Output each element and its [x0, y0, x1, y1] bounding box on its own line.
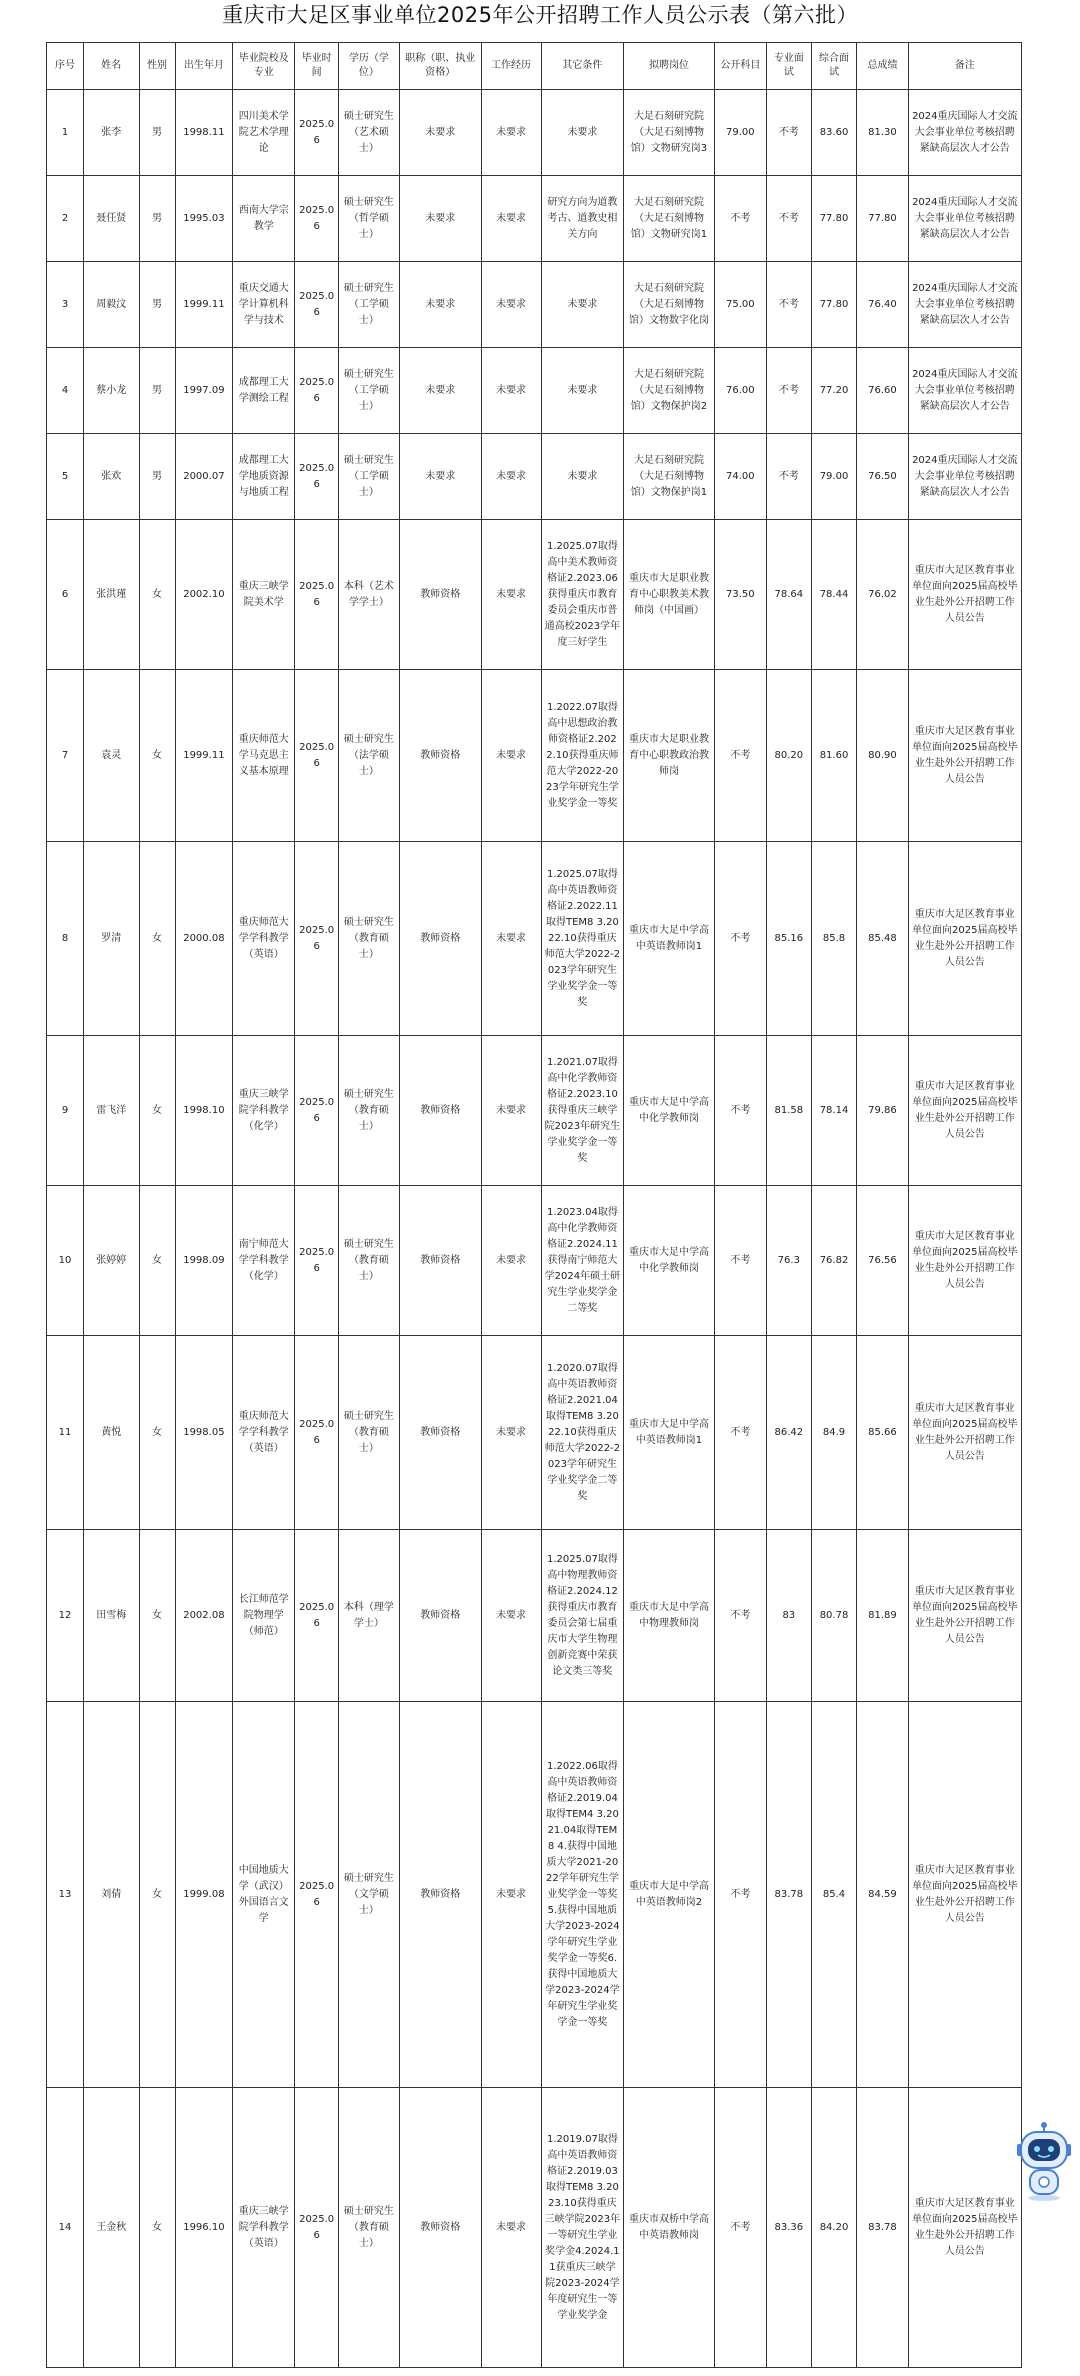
cell-pro: 85.16 — [766, 842, 811, 1036]
cell-exp: 未要求 — [481, 176, 541, 262]
col-header-degree: 学历（学位） — [338, 43, 399, 90]
cell-exp: 未要求 — [481, 1186, 541, 1336]
cell-no: 2 — [47, 176, 84, 262]
cell-title: 未要求 — [399, 348, 481, 434]
page-title: 重庆市大足区事业单位2025年公开招聘工作人员公示表（第六批） — [222, 3, 858, 27]
assistant-robot-icon[interactable] — [1016, 2122, 1072, 2202]
cell-title: 未要求 — [399, 262, 481, 348]
cell-title: 教师资格 — [399, 1530, 481, 1702]
cell-total: 76.02 — [857, 520, 908, 670]
cell-exp: 未要求 — [481, 2088, 541, 2368]
table-row — [47, 90, 1022, 176]
cell-no: 13 — [47, 1702, 84, 2088]
cell-degree: 硕士研究生（艺术硕士） — [338, 90, 399, 176]
table-row — [47, 434, 1022, 520]
cell-gender: 女 — [139, 1186, 175, 1336]
cell-total: 81.89 — [857, 1530, 908, 1702]
cell-note: 重庆市大足区教育事业单位面向2025届高校毕业生赴外公开招聘工作人员公告 — [908, 1036, 1021, 1186]
cell-name: 王金秋 — [84, 2088, 140, 2368]
cell-degree: 硕士研究生（工学硕士） — [338, 262, 399, 348]
cell-degree: 硕士研究生（哲学硕士） — [338, 176, 399, 262]
cell-exp: 未要求 — [481, 348, 541, 434]
cell-title: 未要求 — [399, 434, 481, 520]
cell-no: 11 — [47, 1336, 84, 1530]
cell-total: 85.66 — [857, 1336, 908, 1530]
cell-comp: 78.14 — [811, 1036, 857, 1186]
col-header-comp: 综合面试 — [811, 43, 857, 90]
cell-school: 重庆师范大学学科教学（英语） — [233, 1336, 295, 1530]
cell-school: 中国地质大学（武汉）外国语言文学 — [233, 1702, 295, 2088]
recruitment-table — [46, 42, 1022, 2368]
cell-school: 南宁师范大学学科教学（化学） — [233, 1186, 295, 1336]
cell-comp: 76.82 — [811, 1186, 857, 1336]
cell-title: 教师资格 — [399, 670, 481, 842]
cell-title: 教师资格 — [399, 1036, 481, 1186]
cell-comp: 85.8 — [811, 842, 857, 1036]
cell-name: 张李 — [84, 90, 140, 176]
cell-total: 84.59 — [857, 1702, 908, 2088]
col-header-title: 职称（职、执业资格） — [399, 43, 481, 90]
cell-name: 田雪梅 — [84, 1530, 140, 1702]
table-row — [47, 2088, 1022, 2368]
cell-no: 10 — [47, 1186, 84, 1336]
cell-birth: 1996.10 — [175, 2088, 233, 2368]
table-row — [47, 520, 1022, 670]
cell-exp: 未要求 — [481, 1530, 541, 1702]
cell-total: 81.30 — [857, 90, 908, 176]
cell-name: 袁灵 — [84, 670, 140, 842]
table-header-row — [47, 43, 1022, 90]
cell-total: 76.56 — [857, 1186, 908, 1336]
cell-name: 聂任贤 — [84, 176, 140, 262]
cell-gender: 女 — [139, 1036, 175, 1186]
cell-grad: 2025.06 — [295, 1702, 339, 2088]
cell-name: 刘倩 — [84, 1702, 140, 2088]
cell-school: 重庆师范大学马克思主义基本原理 — [233, 670, 295, 842]
cell-pro: 78.64 — [766, 520, 811, 670]
cell-total: 77.80 — [857, 176, 908, 262]
cell-post: 大足石刻研究院（大足石刻博物馆）文物保护岗2 — [624, 348, 714, 434]
cell-comp: 84.9 — [811, 1336, 857, 1530]
cell-title: 教师资格 — [399, 2088, 481, 2368]
cell-post: 大足石刻研究院（大足石刻博物馆）文物保护岗1 — [624, 434, 714, 520]
cell-note: 重庆市大足区教育事业单位面向2025届高校毕业生赴外公开招聘工作人员公告 — [908, 1186, 1021, 1336]
col-header-school: 毕业院校及专业 — [233, 43, 295, 90]
table-row — [47, 1336, 1022, 1530]
cell-birth: 1999.08 — [175, 1702, 233, 2088]
cell-birth: 1997.09 — [175, 348, 233, 434]
cell-exp: 未要求 — [481, 670, 541, 842]
cell-school: 长江师范学院物理学（师范） — [233, 1530, 295, 1702]
cell-post: 重庆市大足中学高中化学教师岗 — [624, 1186, 714, 1336]
cell-note: 重庆市大足区教育事业单位面向2025届高校毕业生赴外公开招聘工作人员公告 — [908, 520, 1021, 670]
cell-gender: 男 — [139, 434, 175, 520]
cell-exam: 75.00 — [714, 262, 766, 348]
cell-comp: 85.4 — [811, 1702, 857, 2088]
cell-school: 重庆三峡学院美术学 — [233, 520, 295, 670]
cell-title: 未要求 — [399, 90, 481, 176]
cell-note: 2024重庆国际人才交流大会事业单位考核招聘紧缺高层次人才公告 — [908, 348, 1021, 434]
cell-comp: 84.20 — [811, 2088, 857, 2368]
cell-no: 4 — [47, 348, 84, 434]
cell-no: 7 — [47, 670, 84, 842]
cell-degree: 本科（艺术学学士） — [338, 520, 399, 670]
cell-grad: 2025.06 — [295, 670, 339, 842]
cell-note: 重庆市大足区教育事业单位面向2025届高校毕业生赴外公开招聘工作人员公告 — [908, 1336, 1021, 1530]
cell-cond: 研究方向为道教考古、道教史相关方向 — [541, 176, 624, 262]
cell-school: 重庆师范大学学科教学（英语） — [233, 842, 295, 1036]
col-header-birth: 出生年月 — [175, 43, 233, 90]
cell-title: 教师资格 — [399, 842, 481, 1036]
cell-name: 周毅汶 — [84, 262, 140, 348]
cell-title: 教师资格 — [399, 1336, 481, 1530]
col-header-exp: 工作经历 — [481, 43, 541, 90]
cell-exp: 未要求 — [481, 262, 541, 348]
cell-note: 2024重庆国际人才交流大会事业单位考核招聘紧缺高层次人才公告 — [908, 434, 1021, 520]
cell-exam: 不考 — [714, 1702, 766, 2088]
cell-birth: 1998.10 — [175, 1036, 233, 1186]
cell-cond: 1.2023.04取得高中化学教师资格证2.2024.11获得南宁师范大学2024年硕士研究生学业奖学金二等奖 — [541, 1186, 624, 1336]
cell-pro: 83.78 — [766, 1702, 811, 2088]
cell-total: 76.40 — [857, 262, 908, 348]
cell-note: 2024重庆国际人才交流大会事业单位考核招聘紧缺高层次人才公告 — [908, 262, 1021, 348]
cell-post: 重庆市大足中学高中化学教师岗 — [624, 1036, 714, 1186]
cell-pro: 86.42 — [766, 1336, 811, 1530]
col-header-exam: 公开科目 — [714, 43, 766, 90]
cell-gender: 男 — [139, 262, 175, 348]
cell-degree: 硕士研究生（法学硕士） — [338, 670, 399, 842]
cell-grad: 2025.06 — [295, 262, 339, 348]
cell-gender: 男 — [139, 348, 175, 434]
cell-name: 张婷婷 — [84, 1186, 140, 1336]
cell-grad: 2025.06 — [295, 520, 339, 670]
cell-birth: 1999.11 — [175, 262, 233, 348]
table-row — [47, 842, 1022, 1036]
cell-no: 1 — [47, 90, 84, 176]
cell-post: 大足石刻研究院（大足石刻博物馆）文物研究岗3 — [624, 90, 714, 176]
cell-gender: 女 — [139, 1702, 175, 2088]
cell-total: 80.90 — [857, 670, 908, 842]
col-header-no: 序号 — [47, 43, 84, 90]
cell-exp: 未要求 — [481, 520, 541, 670]
cell-note: 重庆市大足区教育事业单位面向2025届高校毕业生赴外公开招聘工作人员公告 — [908, 842, 1021, 1036]
cell-no: 12 — [47, 1530, 84, 1702]
cell-gender: 女 — [139, 2088, 175, 2368]
cell-exp: 未要求 — [481, 434, 541, 520]
cell-school: 四川美术学院艺术学理论 — [233, 90, 295, 176]
cell-exam: 74.00 — [714, 434, 766, 520]
cell-grad: 2025.06 — [295, 1336, 339, 1530]
cell-degree: 硕士研究生（教育硕士） — [338, 1036, 399, 1186]
col-header-pro: 专业面试 — [766, 43, 811, 90]
cell-pro: 不考 — [766, 348, 811, 434]
cell-cond: 1.2025.07取得高中美术教师资格证2.2023.06获得重庆市教育委员会重庆市普通高校2023学年度三好学生 — [541, 520, 624, 670]
cell-degree: 硕士研究生（教育硕士） — [338, 842, 399, 1036]
cell-comp: 77.20 — [811, 348, 857, 434]
col-header-grad: 毕业时间 — [295, 43, 339, 90]
cell-grad: 2025.06 — [295, 434, 339, 520]
cell-post: 重庆市大足中学高中物理教师岗 — [624, 1530, 714, 1702]
cell-pro: 不考 — [766, 176, 811, 262]
cell-exam: 不考 — [714, 842, 766, 1036]
cell-comp: 83.60 — [811, 90, 857, 176]
table-body — [47, 90, 1022, 2368]
cell-comp: 77.80 — [811, 176, 857, 262]
table-row — [47, 1186, 1022, 1336]
col-header-note: 备注 — [908, 43, 1021, 90]
cell-total: 83.78 — [857, 2088, 908, 2368]
cell-gender: 女 — [139, 1530, 175, 1702]
cell-cond: 未要求 — [541, 90, 624, 176]
cell-name: 张欢 — [84, 434, 140, 520]
cell-birth: 1995.03 — [175, 176, 233, 262]
cell-title: 教师资格 — [399, 1186, 481, 1336]
col-header-name: 姓名 — [84, 43, 140, 90]
cell-comp: 79.00 — [811, 434, 857, 520]
cell-gender: 男 — [139, 90, 175, 176]
cell-gender: 男 — [139, 176, 175, 262]
cell-pro: 不考 — [766, 434, 811, 520]
cell-name: 罗清 — [84, 842, 140, 1036]
cell-exam: 不考 — [714, 1336, 766, 1530]
cell-note: 2024重庆国际人才交流大会事业单位考核招聘紧缺高层次人才公告 — [908, 176, 1021, 262]
cell-exp: 未要求 — [481, 90, 541, 176]
cell-comp: 78.44 — [811, 520, 857, 670]
cell-grad: 2025.06 — [295, 2088, 339, 2368]
cell-title: 未要求 — [399, 176, 481, 262]
cell-exam: 不考 — [714, 1186, 766, 1336]
cell-cond: 1.2019.07取得高中英语教师资格证2.2019.03取得TEM8 3.2023.10获得重庆三峡学院2023年一等研究生学业奖学金4.2024.11获重庆三峡学院2023-2024学年度研究生一等学业奖学金 — [541, 2088, 624, 2368]
cell-exp: 未要求 — [481, 842, 541, 1036]
cell-birth: 1998.11 — [175, 90, 233, 176]
cell-pro: 83 — [766, 1530, 811, 1702]
cell-no: 3 — [47, 262, 84, 348]
cell-degree: 硕士研究生（教育硕士） — [338, 1336, 399, 1530]
cell-gender: 女 — [139, 1336, 175, 1530]
cell-pro: 不考 — [766, 262, 811, 348]
cell-cond: 1.2025.07取得高中物理教师资格证2.2024.12获得重庆市教育委员会第七届重庆市大学生物理创新竞赛中荣获论文类三等奖 — [541, 1530, 624, 1702]
col-header-cond: 其它条件 — [541, 43, 624, 90]
cell-exam: 79.00 — [714, 90, 766, 176]
cell-cond: 未要求 — [541, 262, 624, 348]
cell-post: 重庆市大足中学高中英语教师岗1 — [624, 1336, 714, 1530]
cell-grad: 2025.06 — [295, 842, 339, 1036]
cell-cond: 1.2025.07取得高中英语教师资格证2.2022.11取得TEM8 3.2022.10获得重庆师范大学2022-2023学年研究生学业奖学金一等奖 — [541, 842, 624, 1036]
table-row — [47, 348, 1022, 434]
cell-birth: 2002.10 — [175, 520, 233, 670]
cell-total: 85.48 — [857, 842, 908, 1036]
cell-pro: 76.3 — [766, 1186, 811, 1336]
cell-cond: 1.2020.07取得高中英语教师资格证2.2021.04取得TEM8 3.2022.10获得重庆师范大学2022-2023学年研究生学业奖学金二等奖 — [541, 1336, 624, 1530]
cell-grad: 2025.06 — [295, 348, 339, 434]
cell-exam: 不考 — [714, 1530, 766, 1702]
cell-no: 6 — [47, 520, 84, 670]
cell-post: 重庆市大足中学高中英语教师岗1 — [624, 842, 714, 1036]
cell-degree: 硕士研究生（教育硕士） — [338, 2088, 399, 2368]
cell-exam: 不考 — [714, 670, 766, 842]
cell-gender: 女 — [139, 670, 175, 842]
cell-note: 重庆市大足区教育事业单位面向2025届高校毕业生赴外公开招聘工作人员公告 — [908, 1530, 1021, 1702]
cell-grad: 2025.06 — [295, 1186, 339, 1336]
cell-birth: 2000.08 — [175, 842, 233, 1036]
cell-pro: 80.20 — [766, 670, 811, 842]
table-row — [47, 1702, 1022, 2088]
cell-exam: 不考 — [714, 2088, 766, 2368]
cell-post: 大足石刻研究院（大足石刻博物馆）文物数字化岗 — [624, 262, 714, 348]
table-row — [47, 1036, 1022, 1186]
cell-title: 教师资格 — [399, 1702, 481, 2088]
cell-name: 黄悦 — [84, 1336, 140, 1530]
cell-total: 76.60 — [857, 348, 908, 434]
cell-exam: 不考 — [714, 176, 766, 262]
table-row — [47, 670, 1022, 842]
cell-degree: 硕士研究生（工学硕士） — [338, 348, 399, 434]
cell-school: 重庆交通大学计算机科学与技术 — [233, 262, 295, 348]
table-row — [47, 262, 1022, 348]
cell-exp: 未要求 — [481, 1702, 541, 2088]
col-header-total: 总成绩 — [857, 43, 908, 90]
cell-post: 重庆市双桥中学高中英语教师岗 — [624, 2088, 714, 2368]
cell-no: 5 — [47, 434, 84, 520]
cell-cond: 1.2022.06取得高中英语教师资格证2.2019.04取得TEM4 3.2021.04取得TEM8 4.获得中国地质大学2021-2022学年研究生学业奖学金一等奖5.获得中国地质大学2023-2024学年研究生学业奖学金一等奖6.获得中国地质大学2023-2024学年研究生学业奖学金一等奖 — [541, 1702, 624, 2088]
cell-comp: 80.78 — [811, 1530, 857, 1702]
cell-note: 重庆市大足区教育事业单位面向2025届高校毕业生赴外公开招聘工作人员公告 — [908, 2088, 1021, 2368]
cell-birth: 2000.07 — [175, 434, 233, 520]
cell-school: 成都理工大学测绘工程 — [233, 348, 295, 434]
cell-comp: 81.60 — [811, 670, 857, 842]
cell-pro: 83.36 — [766, 2088, 811, 2368]
cell-grad: 2025.06 — [295, 1036, 339, 1186]
cell-gender: 女 — [139, 842, 175, 1036]
cell-birth: 1998.05 — [175, 1336, 233, 1530]
cell-no: 8 — [47, 842, 84, 1036]
cell-post: 重庆市大足职业教育中心职教美术教师岗（中国画） — [624, 520, 714, 670]
col-header-gender: 性别 — [139, 43, 175, 90]
cell-title: 教师资格 — [399, 520, 481, 670]
cell-birth: 2002.08 — [175, 1530, 233, 1702]
cell-no: 9 — [47, 1036, 84, 1186]
cell-exp: 未要求 — [481, 1336, 541, 1530]
cell-name: 蔡小龙 — [84, 348, 140, 434]
cell-grad: 2025.06 — [295, 90, 339, 176]
cell-exp: 未要求 — [481, 1036, 541, 1186]
cell-pro: 81.58 — [766, 1036, 811, 1186]
cell-comp: 77.80 — [811, 262, 857, 348]
cell-total: 79.86 — [857, 1036, 908, 1186]
cell-note: 2024重庆国际人才交流大会事业单位考核招聘紧缺高层次人才公告 — [908, 90, 1021, 176]
cell-post: 重庆市大足职业教育中心职教政治教师岗 — [624, 670, 714, 842]
cell-degree: 本科（理学学士） — [338, 1530, 399, 1702]
cell-post: 重庆市大足中学高中英语教师岗2 — [624, 1702, 714, 2088]
cell-cond: 未要求 — [541, 348, 624, 434]
cell-school: 重庆三峡学院学科教学（化学） — [233, 1036, 295, 1186]
cell-school: 成都理工大学地质资源与地质工程 — [233, 434, 295, 520]
cell-school: 重庆三峡学院学科教学（英语） — [233, 2088, 295, 2368]
cell-degree: 硕士研究生（工学硕士） — [338, 434, 399, 520]
col-header-post: 拟聘岗位 — [624, 43, 714, 90]
table-row — [47, 176, 1022, 262]
cell-exam: 不考 — [714, 1036, 766, 1186]
cell-birth: 1999.11 — [175, 670, 233, 842]
cell-gender: 女 — [139, 520, 175, 670]
cell-name: 张洪瑾 — [84, 520, 140, 670]
cell-no: 14 — [47, 2088, 84, 2368]
cell-cond: 未要求 — [541, 434, 624, 520]
cell-grad: 2025.06 — [295, 176, 339, 262]
cell-pro: 不考 — [766, 90, 811, 176]
cell-note: 重庆市大足区教育事业单位面向2025届高校毕业生赴外公开招聘工作人员公告 — [908, 1702, 1021, 2088]
cell-name: 雷飞洋 — [84, 1036, 140, 1186]
cell-exam: 73.50 — [714, 520, 766, 670]
table-row — [47, 1530, 1022, 1702]
cell-total: 76.50 — [857, 434, 908, 520]
cell-degree: 硕士研究生（文学硕士） — [338, 1702, 399, 2088]
cell-cond: 1.2021.07取得高中化学教师资格证2.2023.10获得重庆三峡学院2023年研究生学业奖学金一等奖 — [541, 1036, 624, 1186]
cell-grad: 2025.06 — [295, 1530, 339, 1702]
recruitment-table-wrap — [46, 42, 1022, 2368]
cell-birth: 1998.09 — [175, 1186, 233, 1336]
cell-cond: 1.2022.07取得高中思想政治教师资格证2.2022.10获得重庆师范大学2022-2023学年研究生学业奖学金一等奖 — [541, 670, 624, 842]
cell-note: 重庆市大足区教育事业单位面向2025届高校毕业生赴外公开招聘工作人员公告 — [908, 670, 1021, 842]
cell-school: 西南大学宗教学 — [233, 176, 295, 262]
cell-degree: 硕士研究生（教育硕士） — [338, 1186, 399, 1336]
cell-exam: 76.00 — [714, 348, 766, 434]
cell-post: 大足石刻研究院（大足石刻博物馆）文物研究岗1 — [624, 176, 714, 262]
